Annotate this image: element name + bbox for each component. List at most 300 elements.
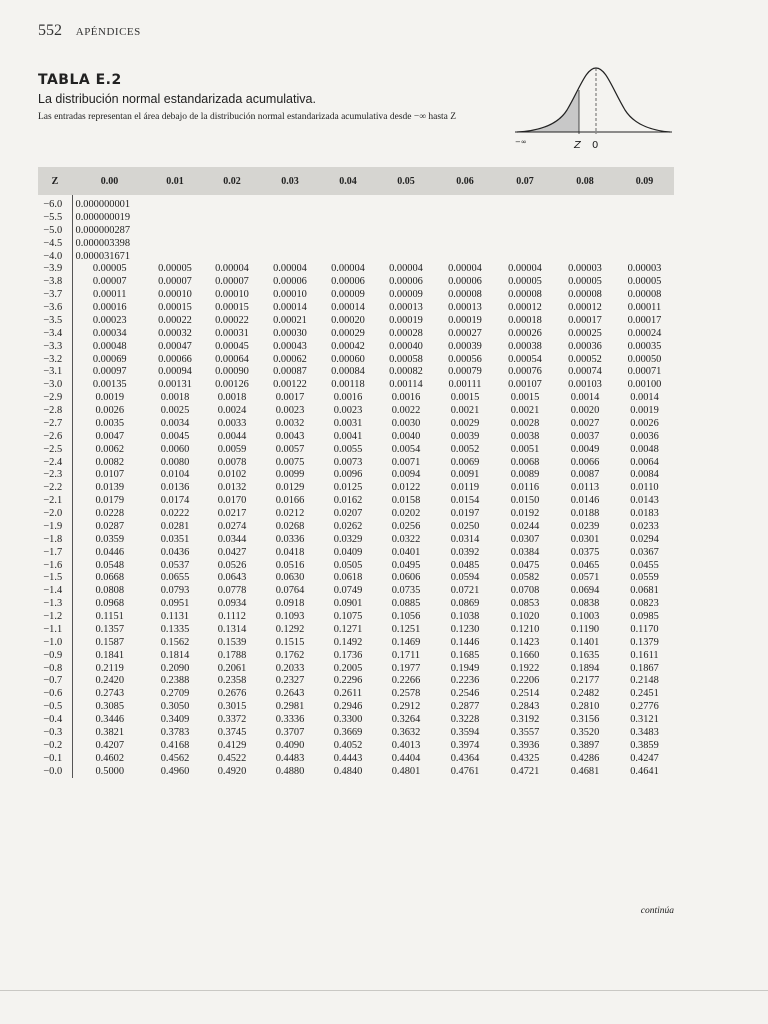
probability-cell: 0.2643 [275, 688, 305, 700]
probability-cell: 0.1492 [333, 636, 363, 648]
probability-cell: 0.0096 [333, 469, 363, 481]
probability-cell: 0.4920 [217, 765, 247, 777]
probability-cell: 0.00047 [158, 340, 192, 352]
probability-cell: 0.00003 [627, 263, 662, 275]
probability-cell: 0.00100 [627, 379, 662, 391]
probability-cell: 0.0049 [570, 443, 600, 455]
probability-cell: 0.1131 [160, 611, 190, 622]
probability-cell [555, 251, 615, 264]
probability-cell: 0.2482 [570, 688, 600, 700]
probability-cell: 0.00006 [273, 276, 307, 288]
z-value-cell: −2.5 [38, 444, 72, 457]
probability-cell: 0.0107 [95, 469, 125, 481]
probability-cell: 0.00014 [331, 302, 365, 313]
z-value-cell: −2.8 [38, 405, 72, 418]
probability-cell: 0.0023 [275, 405, 305, 416]
probability-cell: 0.1056 [391, 611, 421, 622]
probability-cell: 0.00066 [158, 353, 192, 365]
z-value-cell: −2.0 [38, 508, 72, 521]
probability-cell: 0.3192 [510, 714, 540, 725]
probability-cell: 0.1949 [450, 662, 480, 674]
probability-cell: 0.4443 [333, 752, 363, 764]
table-row [38, 366, 674, 379]
probability-cell: 0.0392 [450, 546, 480, 558]
probability-cell: 0.2388 [160, 675, 190, 687]
probability-cell [435, 212, 495, 225]
probability-cell: 0.2033 [275, 662, 305, 674]
probability-cell: 0.0075 [275, 456, 305, 468]
z-value-cell: −0.9 [38, 650, 72, 663]
probability-cell: 0.0465 [570, 559, 600, 571]
probability-cell [495, 195, 555, 212]
column-header: 0.06 [456, 175, 474, 187]
probability-cell: 0.1711 [391, 649, 421, 661]
probability-cell: 0.0375 [570, 546, 600, 558]
probability-cell [377, 225, 435, 238]
probability-cell: 0.4681 [570, 765, 600, 777]
probability-cell: 0.3300 [333, 714, 363, 725]
probability-cell: 0.3228 [450, 714, 480, 725]
probability-cell: 0.00131 [158, 379, 192, 391]
probability-cell: 0.0294 [630, 533, 659, 545]
probability-cell: 0.0526 [217, 559, 247, 571]
probability-cell: 0.0367 [630, 546, 659, 558]
probability-cell: 0.4960 [160, 765, 190, 777]
table-row [38, 663, 674, 676]
probability-cell: 0.0281 [160, 520, 190, 532]
probability-cell: 0.00043 [273, 340, 307, 352]
probability-cell: 0.1539 [217, 636, 247, 648]
probability-cell: 0.0505 [333, 559, 363, 571]
probability-cell: 0.4364 [450, 752, 480, 764]
probability-cell [495, 212, 555, 225]
probability-cell: 0.2148 [630, 675, 659, 687]
probability-cell: 0.0125 [333, 482, 363, 494]
probability-cell: 0.0351 [160, 533, 190, 545]
probability-cell: 0.00040 [389, 340, 423, 352]
probability-cell: 0.0170 [217, 495, 247, 507]
probability-cell: 0.2090 [160, 662, 190, 674]
probability-cell: 0.0154 [450, 495, 480, 507]
probability-cell: 0.4404 [391, 752, 421, 764]
probability-cell: 0.0143 [630, 495, 659, 507]
table-body [38, 195, 674, 778]
probability-cell: 0.3632 [391, 726, 421, 738]
probability-cell: 0.00031 [215, 327, 249, 339]
table-row [38, 585, 674, 598]
probability-cell: 0.0268 [275, 520, 305, 532]
probability-cell [319, 195, 377, 212]
probability-cell: 0.1611 [630, 649, 659, 661]
probability-cell: 0.3483 [630, 726, 659, 738]
table-description: Las entradas representan el área debajo de la distribución normal estandarizada acumulativa desde −∞ hasta Z [38, 112, 457, 122]
probability-cell: 0.0951 [160, 598, 190, 610]
probability-cell: 0.0062 [95, 443, 125, 455]
probability-cell: 0.00022 [158, 314, 192, 326]
probability-cell [377, 238, 435, 251]
probability-cell: 0.00007 [215, 276, 249, 288]
probability-cell: 0.0037 [570, 430, 600, 442]
probability-cell: 0.0630 [275, 572, 305, 584]
probability-cell: 0.2810 [570, 701, 600, 713]
probability-cell: 0.4840 [333, 765, 363, 777]
probability-cell: 0.2981 [275, 701, 305, 713]
table-row [38, 650, 674, 663]
probability-cell: 0.00005 [568, 276, 602, 288]
probability-cell: 0.00090 [215, 366, 249, 378]
table-row [38, 495, 674, 508]
probability-cell: 0.0643 [217, 572, 247, 584]
probability-cell: 0.0188 [570, 508, 600, 519]
probability-cell: 0.0359 [95, 533, 125, 545]
probability-cell: 0.2266 [391, 675, 421, 687]
probability-cell: 0.0436 [160, 546, 190, 558]
probability-cell: 0.3897 [570, 739, 600, 751]
probability-cell: 0.00076 [508, 366, 542, 378]
probability-cell: 0.00008 [568, 289, 602, 301]
probability-cell: 0.3936 [510, 739, 540, 751]
table-row [38, 289, 674, 302]
table-row [38, 457, 674, 470]
table-subtitle: La distribución normal estandarizada acumulativa. [38, 92, 316, 106]
probability-cell: 0.00035 [627, 340, 662, 352]
probability-cell: 0.00048 [92, 340, 127, 352]
probability-cell: 0.1003 [570, 611, 600, 622]
table-row [38, 405, 674, 418]
probability-cell: 0.1660 [510, 649, 540, 661]
probability-cell: 0.2327 [275, 675, 305, 687]
probability-cell: 0.0060 [160, 443, 190, 455]
probability-cell: 0.00011 [93, 289, 127, 301]
probability-cell [555, 195, 615, 212]
probability-cell: 0.1075 [333, 611, 363, 622]
probability-cell: 0.4090 [275, 739, 305, 751]
probability-cell: 0.0113 [570, 482, 600, 494]
probability-cell: 0.0838 [570, 598, 600, 610]
probability-cell: 0.00005 [508, 276, 542, 288]
probability-cell: 0.0618 [333, 572, 363, 584]
table-row [38, 212, 674, 225]
probability-cell [261, 225, 319, 238]
probability-cell: 0.00005 [92, 263, 127, 275]
probability-cell: 0.4562 [160, 752, 190, 764]
probability-cell: 0.0034 [160, 417, 190, 429]
probability-cell: 0.2546 [450, 688, 480, 700]
z-value-cell: −0.2 [38, 740, 72, 753]
probability-cell: 0.0094 [391, 469, 421, 481]
probability-cell: 0.5000 [95, 765, 125, 777]
probability-cell: 0.2206 [510, 675, 540, 687]
probability-cell: 0.0054 [391, 443, 421, 455]
probability-cell: 0.0035 [95, 417, 125, 429]
probability-cell [261, 212, 319, 225]
probability-cell [147, 238, 203, 251]
probability-cell: 0.00103 [568, 379, 602, 391]
probability-cell: 0.00009 [331, 289, 365, 301]
probability-cell [555, 225, 615, 238]
z-value-cell: −2.6 [38, 431, 72, 444]
probability-cell: 0.0901 [333, 598, 363, 610]
column-header: 0.00 [100, 175, 119, 187]
probability-cell: 0.0129 [275, 482, 305, 494]
probability-cell: 0.4168 [160, 739, 190, 751]
probability-cell: 0.0212 [275, 508, 305, 519]
z-value-cell: −1.5 [38, 572, 72, 585]
table-row [38, 753, 674, 766]
probability-cell: 0.00012 [568, 302, 602, 313]
probability-cell: 0.000000001 [75, 199, 131, 210]
table-row [38, 302, 674, 315]
probability-cell: 0.0495 [391, 559, 421, 571]
z-value-cell: −0.3 [38, 727, 72, 740]
probability-cell: 0.0069 [450, 456, 480, 468]
probability-cell: 0.00012 [508, 302, 542, 313]
probability-cell: 0.0262 [333, 520, 363, 532]
probability-cell: 0.0102 [217, 469, 247, 481]
probability-cell: 0.2743 [95, 688, 125, 700]
table-row [38, 637, 674, 650]
probability-cell: 0.3669 [333, 726, 363, 738]
column-header: 0.04 [339, 175, 357, 187]
probability-cell: 0.000031671 [75, 250, 131, 262]
probability-cell [495, 251, 555, 264]
probability-cell: 0.0116 [510, 482, 540, 494]
z-value-cell: −3.7 [38, 289, 72, 302]
probability-cell: 0.00007 [158, 276, 192, 288]
probability-cell: 0.00028 [389, 327, 423, 339]
probability-cell: 0.0918 [275, 598, 305, 610]
z-value-cell: −1.7 [38, 547, 72, 560]
probability-cell: 0.0073 [333, 456, 363, 468]
probability-cell: 0.0197 [450, 508, 480, 519]
probability-cell: 0.00122 [273, 379, 307, 391]
probability-cell: 0.1587 [95, 636, 125, 648]
probability-cell [435, 251, 495, 264]
probability-cell: 0.3707 [275, 726, 305, 738]
probability-cell: 0.1170 [630, 623, 659, 635]
probability-cell [203, 212, 261, 225]
z-value-cell: −3.2 [38, 354, 72, 367]
probability-cell: 0.0068 [510, 456, 540, 468]
probability-cell [435, 195, 495, 212]
z-value-cell: −1.9 [38, 521, 72, 534]
probability-cell: 0.1020 [510, 611, 540, 622]
probability-cell: 0.0022 [391, 405, 421, 416]
probability-cell: 0.3974 [450, 739, 480, 751]
probability-cell: 0.1922 [510, 662, 540, 674]
z-value-cell: −0.7 [38, 675, 72, 688]
probability-cell: 0.4522 [217, 752, 247, 764]
probability-cell: 0.1335 [160, 623, 190, 635]
probability-cell: 0.1562 [160, 636, 190, 648]
probability-cell: 0.00126 [215, 379, 249, 391]
probability-cell: 0.00094 [158, 366, 192, 378]
probability-cell: 0.0793 [160, 585, 190, 597]
probability-cell: 0.00079 [448, 366, 482, 378]
probability-cell: 0.00062 [273, 353, 307, 365]
table-row [38, 701, 674, 714]
probability-cell: 0.00107 [508, 379, 542, 391]
probability-cell: 0.0174 [160, 495, 190, 507]
probability-cell: 0.00019 [448, 314, 482, 326]
probability-cell: 0.00010 [215, 289, 249, 301]
normal-curve-figure [512, 60, 672, 152]
probability-cell: 0.0708 [510, 585, 540, 597]
probability-cell: 0.1635 [570, 649, 600, 661]
table-row [38, 534, 674, 547]
probability-cell: 0.0039 [450, 430, 480, 442]
table-row [38, 508, 674, 521]
probability-cell: 0.0016 [391, 392, 421, 404]
probability-cell: 0.3336 [275, 714, 305, 725]
table-row [38, 276, 674, 289]
probability-cell: 0.0571 [570, 572, 600, 584]
probability-cell: 0.3264 [391, 714, 421, 725]
probability-cell: 0.00008 [448, 289, 482, 301]
probability-cell: 0.00034 [92, 327, 127, 339]
probability-cell: 0.00014 [273, 302, 307, 313]
probability-cell: 0.0307 [510, 533, 540, 545]
probability-cell: 0.2877 [450, 701, 480, 713]
probability-cell: 0.0030 [391, 417, 421, 429]
probability-cell: 0.00004 [331, 263, 365, 275]
probability-cell: 0.0446 [95, 546, 125, 558]
probability-cell: 0.0038 [510, 430, 540, 442]
z-value-cell: −2.9 [38, 392, 72, 405]
column-header: 0.07 [516, 175, 534, 187]
probability-cell: 0.1271 [333, 623, 363, 635]
probability-cell: 0.0089 [510, 469, 540, 481]
table-row [38, 379, 674, 392]
probability-cell: 0.00030 [273, 327, 307, 339]
probability-cell: 0.00027 [448, 327, 482, 339]
probability-cell: 0.0110 [630, 482, 659, 494]
z-value-cell: −3.4 [38, 328, 72, 341]
probability-cell: 0.0023 [333, 405, 363, 416]
probability-cell: 0.0055 [333, 443, 363, 455]
table-row [38, 251, 674, 264]
probability-cell: 0.00017 [568, 314, 602, 326]
probability-cell: 0.00056 [448, 353, 482, 365]
probability-cell: 0.0808 [95, 585, 125, 597]
probability-cell: 0.3745 [217, 726, 247, 738]
z-value-cell: −1.6 [38, 560, 72, 573]
probability-cell: 0.00097 [92, 366, 127, 378]
probability-cell: 0.1894 [570, 662, 600, 674]
table-row [38, 444, 674, 457]
probability-cell: 0.2061 [217, 662, 247, 674]
z-value-cell: −3.1 [38, 366, 72, 379]
probability-cell: 0.1515 [275, 636, 305, 648]
table-row [38, 740, 674, 753]
probability-cell: 0.0764 [275, 585, 305, 597]
probability-cell: 0.00003 [568, 263, 602, 275]
probability-cell: 0.3156 [570, 714, 600, 725]
probability-cell: 0.00005 [627, 276, 662, 288]
probability-cell: 0.0150 [510, 495, 540, 507]
probability-cell: 0.00006 [389, 276, 423, 288]
section-title: APÉNDICES [75, 26, 141, 38]
probability-cell [377, 251, 435, 264]
probability-cell: 0.00004 [389, 263, 423, 275]
z-value-cell: −0.8 [38, 663, 72, 676]
probability-cell: 0.0869 [450, 598, 480, 610]
probability-cell: 0.4483 [275, 752, 305, 764]
probability-cell: 0.00007 [92, 276, 127, 288]
probability-cell: 0.00024 [627, 327, 662, 339]
probability-cell: 0.0735 [391, 585, 421, 597]
table-row [38, 714, 674, 727]
probability-cell: 0.0048 [630, 443, 659, 455]
probability-cell: 0.0025 [160, 405, 190, 416]
probability-cell: 0.0064 [630, 456, 659, 468]
probability-cell: 0.0139 [95, 482, 125, 494]
probability-cell: 0.2912 [391, 701, 421, 713]
probability-cell [319, 225, 377, 238]
probability-cell: 0.2119 [95, 662, 124, 674]
table-title: TABLA E.2 [38, 72, 122, 88]
probability-cell: 0.0537 [160, 559, 190, 571]
table-row [38, 560, 674, 573]
probability-cell: 0.0455 [630, 559, 659, 571]
probability-cell: 0.3015 [217, 701, 247, 713]
probability-cell: 0.3520 [570, 726, 600, 738]
z-value-cell: −1.0 [38, 637, 72, 650]
z-value-cell: −0.6 [38, 688, 72, 701]
probability-cell: 0.0026 [95, 405, 125, 416]
probability-cell: 0.00004 [448, 263, 482, 275]
probability-cell: 0.000000287 [75, 224, 131, 236]
probability-cell: 0.0158 [391, 495, 421, 507]
probability-cell [203, 195, 261, 212]
probability-cell: 0.0082 [95, 456, 125, 468]
probability-cell: 0.1423 [510, 636, 540, 648]
probability-cell: 0.0329 [333, 533, 363, 545]
probability-cell: 0.1814 [160, 649, 190, 661]
table-row [38, 766, 674, 779]
probability-cell: 0.0166 [275, 495, 305, 507]
table-row [38, 547, 674, 560]
probability-cell: 0.2611 [333, 688, 363, 700]
probability-cell [203, 225, 261, 238]
z-value-cell: −1.2 [38, 611, 72, 624]
probability-cell: 0.00050 [627, 353, 662, 365]
probability-cell: 0.3085 [95, 701, 125, 713]
probability-cell: 0.0018 [160, 392, 190, 404]
probability-cell: 0.2578 [391, 688, 421, 700]
probability-cell: 0.00005 [158, 263, 192, 275]
table-row [38, 482, 674, 495]
probability-cell: 0.0043 [275, 430, 305, 442]
probability-cell: 0.2776 [630, 701, 659, 713]
column-header: 0.01 [166, 175, 184, 187]
probability-cell: 0.4880 [275, 765, 305, 777]
probability-cell: 0.0516 [275, 559, 305, 571]
probability-cell: 0.1151 [95, 611, 124, 622]
probability-cell: 0.00054 [508, 353, 542, 365]
probability-cell: 0.2358 [217, 675, 247, 687]
probability-cell: 0.0250 [450, 520, 480, 532]
probability-cell: 0.0475 [510, 559, 540, 571]
probability-cell [147, 225, 203, 238]
probability-cell: 0.3050 [160, 701, 190, 713]
continues-note: continúa [640, 906, 674, 916]
probability-cell: 0.0244 [510, 520, 540, 532]
probability-cell: 0.2946 [333, 701, 363, 713]
probability-cell: 0.0668 [95, 572, 125, 584]
probability-cell: 0.00016 [92, 302, 127, 313]
probability-cell [147, 195, 203, 212]
